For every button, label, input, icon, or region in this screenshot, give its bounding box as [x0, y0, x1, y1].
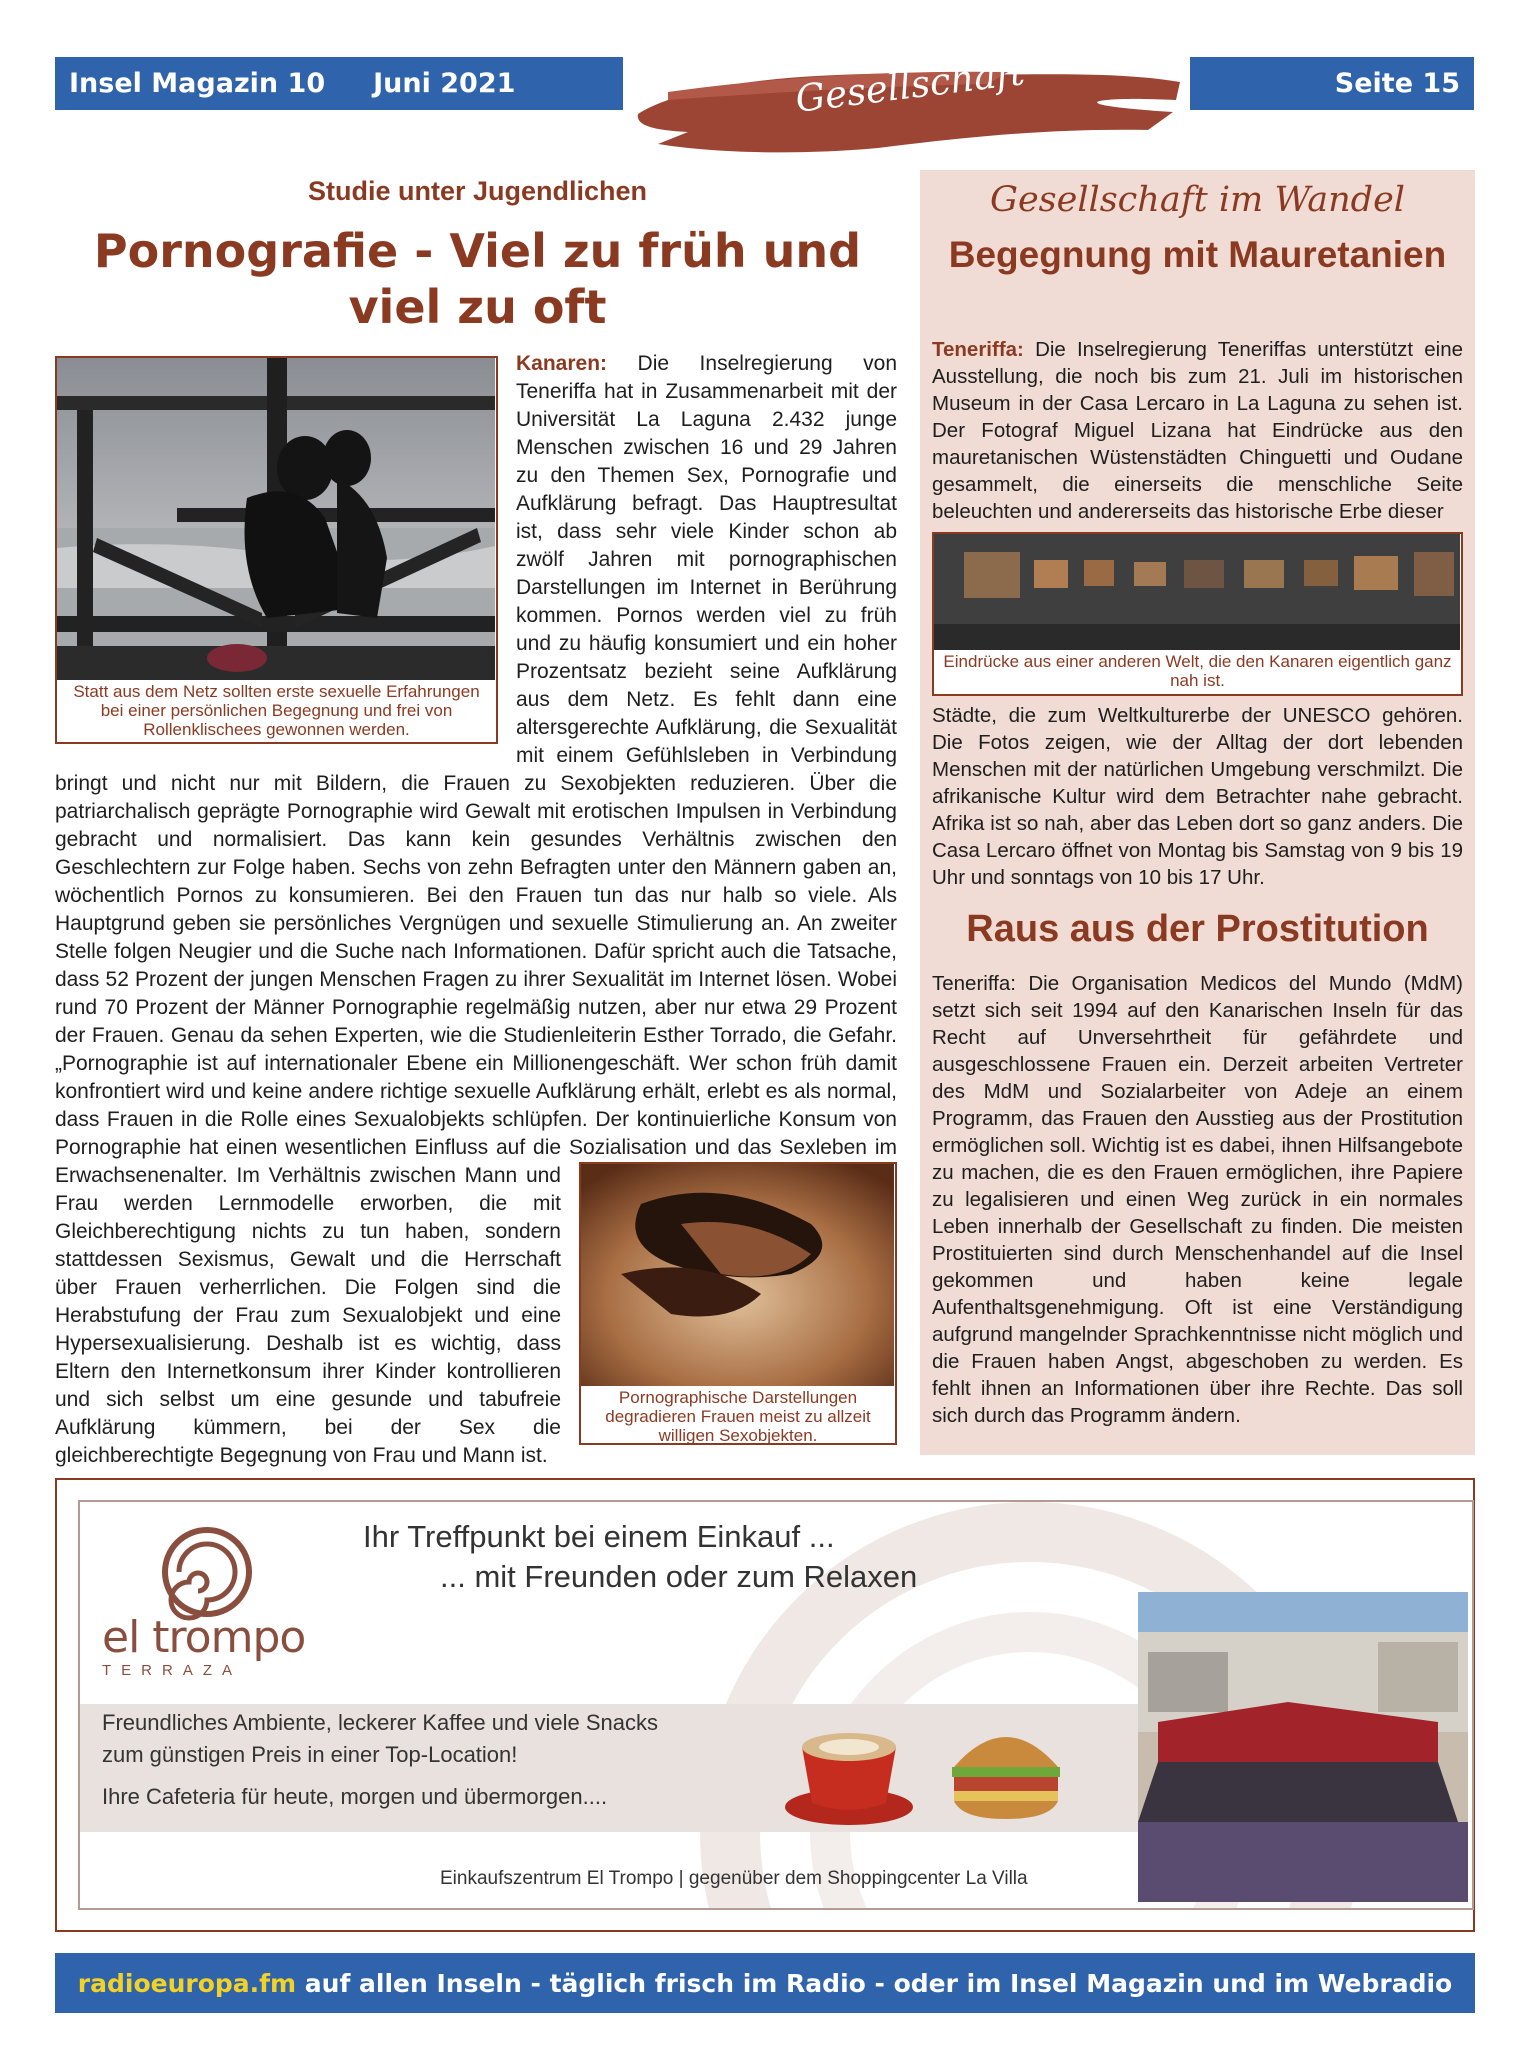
- couple-silhouette-image: [57, 358, 496, 680]
- advertisement: [78, 1500, 1474, 1910]
- page-number: Seite 15: [1334, 68, 1460, 99]
- ad-slogan-line2: ... mit Freunden oder zum Relaxen: [440, 1559, 918, 1594]
- couple-photo-figure: [55, 356, 498, 744]
- woman-photo-figure: [579, 1162, 897, 1445]
- sidebar-body-part2: Städte, die zum Weltkulturerbe der UNESCO gehören. Die Fotos zeigen, wie der Alltag der dort lebenden Menschen mit der natürlichen Umgebung verschmilzt. Die afrikanische Kultur wird dem Betrachter nahe gebracht. Afrika ist so nah, aber das Leben dort so ganz anders. Die Casa Lercaro öffnet von Montag bis Samstag von 9 bis 19 Uhr und sonntags von 10 bis 17 Uhr.: [932, 704, 1463, 889]
- issue-date: Juni 2021: [373, 68, 516, 99]
- sidebar-headline2: Raus aus der Prostitution: [966, 908, 1429, 950]
- ad-brand-name: el trompo: [102, 1612, 306, 1663]
- sidebar-body-part1: [932, 336, 1463, 526]
- couple-photo-caption: Statt aus dem Netz sollten erste sexuelle Erfahrungen bei einer persönlichen Begegnung und frei von Rollenklischees gewonnen werden.: [73, 682, 480, 739]
- sidebar-headline: Begegnung mit Mauretanien: [948, 234, 1447, 275]
- magazine-title: Insel Magazin 10: [69, 68, 326, 99]
- ad-slogan-line1: Ihr Treffpunkt bei einem Einkauf ...: [363, 1519, 835, 1554]
- article-headline: Pornografie - Viel zu früh und viel zu oft: [93, 224, 862, 334]
- ad-description-line3: Ihre Cafeteria für heute, morgen und übermorgen....: [102, 1784, 608, 1809]
- sidebar-lead-label: Teneriffa:: [932, 338, 1024, 361]
- footer-banner: [55, 1953, 1475, 2013]
- coffee-cup-image: [780, 1707, 918, 1831]
- sidebar-kicker: Gesellschaft im Wandel: [989, 180, 1405, 220]
- ad-description-line2: zum günstigen Preis in einer Top-Location!: [102, 1742, 518, 1767]
- terrace-photo-image: [1138, 1592, 1468, 1902]
- exhibition-image: [934, 534, 1461, 650]
- article-body-part2: Verhältnis zwischen Mann und Frau werden Lernmodelle erworben, die mit Gleichberechtigung nichts zu tun haben, sondern stattdessen Sexismus, Gewalt und die Herrschaft über Frauen verherrlichen. Die Folgen sind die Herabstufung der Frau zum Sexualobjekt und eine Hypersexualisierung. Deshalb ist es wichtig, dass Eltern den Internetkonsum ihrer Kinder kontrollieren und sich selbst um eine gesunde und tabufreie Aufklärung kümmern, bei der Sex die gleichberechtigte Begegnung von Frau und Mann ist.: [55, 1164, 561, 1467]
- sidebar-box: [920, 170, 1475, 1455]
- sidebar-body-part3: Teneriffa: Die Organisation Medicos del Mundo (MdM) setzt sich seit 1994 auf den Kanarischen Inseln für das Recht auf Unversehrtheit für gefährdete und ausgeschlossene Frauen ein. Derzeit arbeiten Vertreter des MdM und Sozialarbeiter von Adeje an einem Programm, das Frauen den Ausstieg aus der Prostitution ermöglichen soll. Wichtig ist es dabei, ihnen Hilfsangebote zu machen, die es den Frauen ermöglichen, ihre Papiere zu legalisieren und einen Weg zurück in ein normales Leben innerhalb der Gesellschaft zu finden. Die meisten Prostituierten sind durch Menschenhandel auf die Insel gekommen und haben keine legale Aufenthaltsgenehmigung. Oft ist eine Verständigung aufgrund mangelnder Sprachkenntnisse nicht möglich und die Frauen haben Angst, abgeschoben zu werden. Es fehlt ihnen an Informationen über ihre Rechte. Das soll sich durch das Programm ändern.: [932, 972, 1463, 1427]
- reclining-woman-image: [581, 1164, 895, 1386]
- footer-text: auf allen Inseln - täglich frisch im Radio - oder im Insel Magazin und im Webradio: [296, 1968, 1453, 1998]
- exhibition-caption: Eindrücke aus einer anderen Welt, die den Kanaren eigentlich ganz nah ist.: [943, 652, 1452, 690]
- woman-photo-caption: Pornographische Darstellungen degradieren Frauen meist zu allzeit willigen Sexobjekten.: [605, 1388, 871, 1445]
- header-bar-right: [1190, 57, 1474, 110]
- radio-url-link[interactable]: radioeuropa.fm: [77, 1968, 297, 1998]
- exhibition-photo-figure: [932, 532, 1463, 696]
- ad-brand-subtitle: TERRAZA: [102, 1662, 243, 1679]
- article-body: [55, 350, 897, 1470]
- header-bar-left: [55, 57, 623, 110]
- article-lead-label: Kanaren:: [516, 352, 608, 375]
- sidebar-body-text1: Die Inselregierung Teneriffas unterstützt eine Ausstellung, die noch bis zum 21. Juli im historischen Museum in der Casa Lercaro in La Laguna zu sehen ist. Der Fotograf Miguel Lizana hat Eindrücke aus den mauretanischen Wüstenstädten Chinguetti und Oudane gesammelt, die einerseits die menschliche Seite beleuchten und andererseits das historische Erbe dieser: [932, 338, 1463, 523]
- ad-description-line1: Freundliches Ambiente, leckerer Kaffee und viele Snacks: [102, 1710, 659, 1735]
- article-kicker: Studie unter Jugendlichen: [307, 176, 648, 206]
- sandwich-image: [940, 1707, 1072, 1831]
- article-body-part1: Die Inselregierung von Teneriffa hat in Zusammenarbeit mit der Universität La Laguna 2.432 junge Menschen zwischen 16 und 29 Jahren zu den Themen Sex, Pornografie und Aufklärung befragt. Das Hauptresultat ist, dass sehr viele Kinder schon ab zwölf Jahren mit pornographischen Darstellungen im Internet in Berührung kommen. Pornos werden viel zu früh und zu häufig konsumiert und ein hoher Prozentsatz bezieht seine Aufklärung aus dem Netz. Es fehlt dann eine altersgerechte Aufklärung, die Sexualität mit einem Gefühlsleben in Verbindung bringt und nicht nur mit Bildern, die Frauen zu Sexobjekten reduzieren. Über die patriarchalisch geprägte Pornographie wird Gewalt mit erotischen Impulsen in Verbindung gebracht und normalisiert. Das kann kein gesundes Verhältnis zwischen den Geschlechtern zur Folge haben. Sechs von zehn Befragten unter den Männern gaben an, wöchentlich Pornos zu konsumieren. Bei den Frauen tun das nur halb so viele. Als Hauptgrund geben sie persönliches Vergnügen und sexuelle Stimulierung an. An zweiter Stelle folgen Neugier und die Suche nach Informationen. Dafür spricht auch die Tatsache, dass 52 Prozent der jungen Menschen Fragen zu ihrer Sexualität im Internet lösen. Wobei rund 70 Prozent der Männer Pornographie regelmäßig nutzen, aber nur etwa 29 Prozent der Frauen. Genau da sehen Experten, wie die Studienleiterin Esther Torrado, die Gefahr. „Pornographie ist auf internationaler Ebene ein Millionengeschäft. Wer schon früh damit konfrontiert wird und keine andere richtige sexuelle Aufklärung erhält, erlebt es als normal, dass Frauen in die Rolle eines Sexualobjekts schlüpfen. Der kontinuierliche Konsum von Pornographie hat einen wesentlichen Einfluss auf die Sozialisation und das Sexleben im Erwachsenenalter. Im: [55, 352, 898, 1187]
- section-label: Gesellschaft: [793, 50, 1027, 121]
- ad-location-footer: Einkaufszentrum El Trompo | gegenüber dem Shoppingcenter La Villa: [440, 1868, 1028, 1889]
